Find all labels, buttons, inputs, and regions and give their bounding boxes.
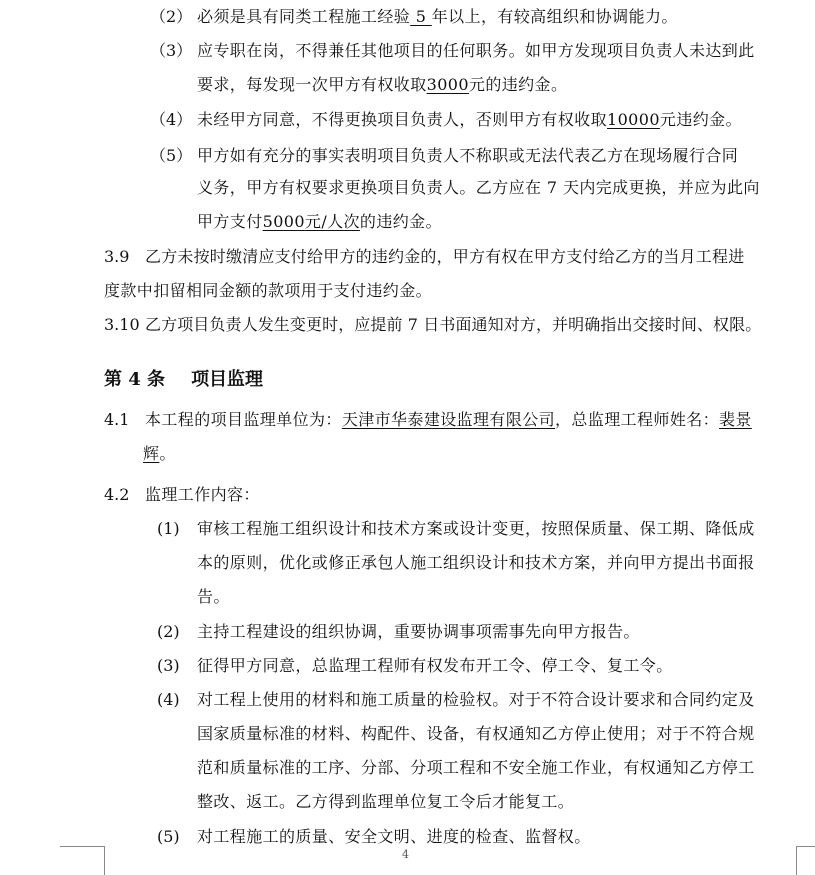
paragraph-line: 征得甲方同意，总监理工程师有权发布开工令、停工令、复工令。: [197, 656, 673, 675]
underlined-value: 天津市华泰建设监理有限公司: [341, 410, 556, 429]
section-number: 第 4 条: [104, 369, 166, 390]
paragraph-line: 对工程上使用的材料和施工质量的检验权。对于不符合设计要求和合同约定及: [197, 690, 755, 709]
paragraph-line: 应专职在岗，不得兼任其他项目的任何职务。如甲方发现项目负责人未达到此: [197, 41, 755, 60]
paragraph-line: 义务，甲方有权要求更换项目负责人。乙方应在 7 天内完成更换，并应为此向: [197, 178, 760, 197]
page-number: 4: [402, 848, 409, 861]
page-margin-corner-mark: [796, 846, 815, 875]
list-number: (4): [157, 690, 180, 709]
paragraph-line: 对工程施工的质量、安全文明、进度的检查、监督权。: [197, 827, 591, 846]
list-number: (1): [157, 519, 180, 538]
list-number: (2): [157, 622, 180, 641]
underlined-value: 5: [410, 7, 432, 26]
paragraph-line: 甲方如有充分的事实表明项目负责人不称职或无法代表乙方在现场履行合同: [197, 146, 739, 165]
list-number: (5): [157, 827, 180, 846]
paragraph-line: 本的原则，优化或修正承包人施工组织设计和技术方案，并向甲方提出书面报: [197, 553, 755, 572]
underlined-value: 10000: [607, 110, 660, 129]
list-number: （4）: [150, 110, 193, 129]
underlined-value: 裴景: [719, 410, 752, 429]
paragraph-line: 辉。: [143, 444, 176, 463]
paragraph-line: 范和质量标准的工序、分部、分项工程和不安全施工作业，有权通知乙方停工: [197, 758, 755, 777]
paragraph-line: 乙方项目负责人发生变更时，应提前 7 日书面通知对方，并明确指出交接时间、权限。: [145, 315, 762, 334]
clause-number: 3.9: [104, 247, 130, 266]
page-margin-corner-mark: [60, 846, 105, 875]
list-number: (3): [157, 656, 180, 675]
underlined-value: 3000: [426, 75, 469, 94]
section-title: 项目监理: [191, 369, 264, 390]
paragraph-line: 要求，每发现一次甲方有权收取3000元的违约金。: [197, 75, 568, 94]
paragraph-line: 整改、返工。乙方得到监理单位复工令后才能复工。: [197, 792, 575, 811]
paragraph-line: 未经甲方同意，不得更换项目负责人，否则甲方有权收取10000元违约金。: [197, 110, 742, 129]
underlined-value: 5000元/人次: [262, 212, 360, 231]
paragraph-line: 国家质量标准的材料、构配件、设备，有权通知乙方停止使用；对于不符合规: [197, 724, 755, 743]
clause-number: 3.10: [104, 315, 140, 334]
clause-number: 4.1: [104, 410, 130, 429]
paragraph-line: 甲方支付5000元/人次的违约金。: [197, 212, 442, 231]
list-number: （3）: [150, 41, 193, 60]
clause-number: 4.2: [104, 485, 130, 504]
paragraph-line: 主持工程建设的组织协调，重要协调事项需事先向甲方报告。: [197, 622, 640, 641]
paragraph-line: 监理工作内容：: [145, 485, 260, 504]
section-heading: [104, 368, 263, 392]
list-number: （5）: [150, 146, 193, 165]
underlined-value: 辉: [143, 444, 160, 463]
paragraph-line: 告。: [197, 587, 230, 606]
paragraph-line: 度款中扣留相同金额的款项用于支付违约金。: [104, 281, 433, 300]
paragraph-line: 审核工程施工组织设计和技术方案或设计变更，按照保质量、保工期、降低成: [197, 519, 755, 538]
paragraph-line: 本工程的项目监理单位为：天津市华泰建设监理有限公司，总监理工程师姓名：裴景: [145, 410, 752, 429]
paragraph-line: 乙方未按时缴清应支付给甲方的违约金的，甲方有权在甲方支付给乙方的当月工程进: [145, 247, 745, 266]
list-number: （2）: [150, 7, 193, 26]
paragraph-line: 必须是具有同类工程施工经验 5 年以上，有较高组织和协调能力。: [197, 7, 678, 26]
